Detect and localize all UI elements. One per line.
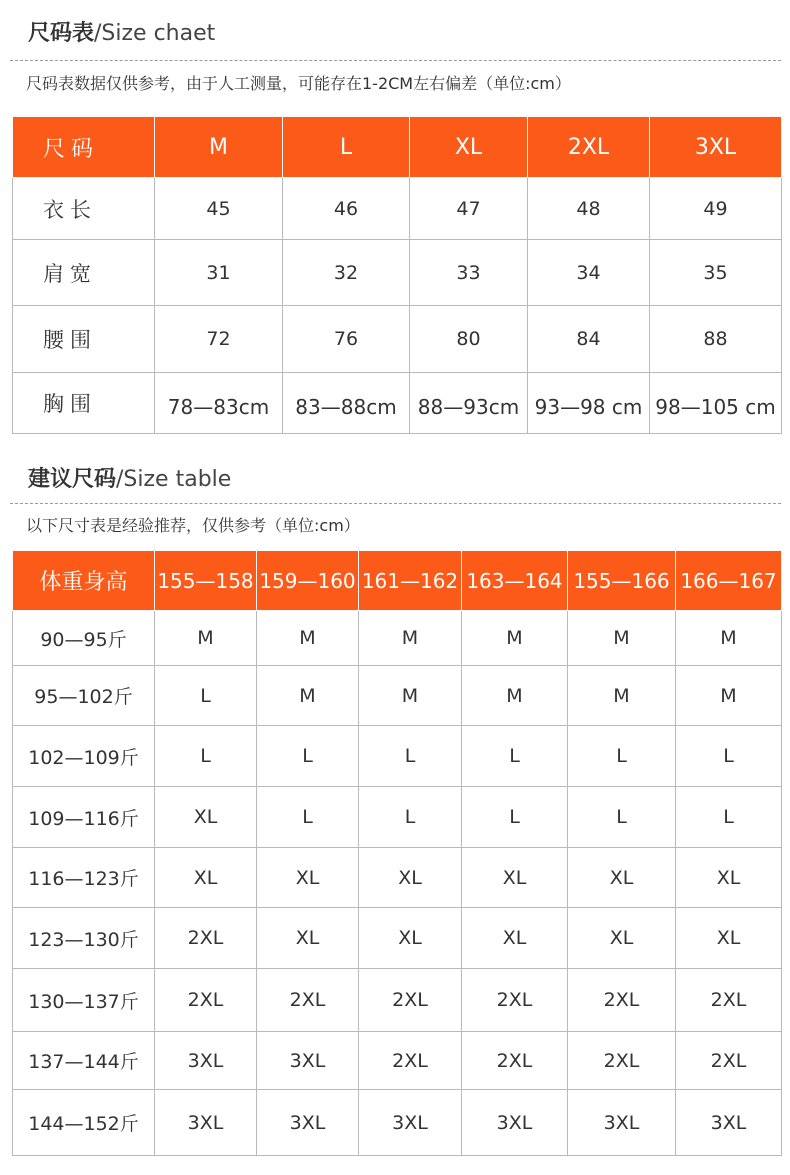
- table-cell: L: [359, 726, 462, 787]
- table-row: [13, 1090, 782, 1156]
- recommend-note: 以下尺寸表是经验推荐，仅供参考（单位:cm）: [26, 516, 360, 535]
- table-cell: 2XL: [568, 1032, 676, 1090]
- table-cell: 2XL: [257, 969, 359, 1032]
- table-row: [13, 787, 782, 848]
- table-cell: L: [359, 787, 462, 848]
- row-label: 144—152斤: [13, 1090, 155, 1156]
- recommend-table: [12, 550, 782, 1156]
- table-cell: 93—98 cm: [528, 373, 650, 434]
- table-cell: XL: [155, 787, 257, 848]
- table-cell: XL: [359, 848, 462, 908]
- header-cell: 161—162: [359, 551, 462, 611]
- table-cell: XL: [462, 848, 568, 908]
- table-cell: 3XL: [257, 1032, 359, 1090]
- table-cell: 2XL: [462, 1032, 568, 1090]
- recommend-title: [28, 462, 231, 493]
- table-cell: 3XL: [676, 1090, 782, 1156]
- table-row: [13, 908, 782, 969]
- header-cell: 体重身高: [13, 551, 155, 611]
- header-cell: 2XL: [528, 117, 650, 178]
- table-cell: 83—88cm: [283, 373, 410, 434]
- row-label: 肩宽: [13, 240, 155, 306]
- table-cell: XL: [462, 908, 568, 969]
- table-cell: 3XL: [568, 1090, 676, 1156]
- row-label: 102—109斤: [13, 726, 155, 787]
- header-cell: 155—166: [568, 551, 676, 611]
- header-cell: M: [155, 117, 283, 178]
- divider: [10, 503, 781, 504]
- divider: [10, 60, 781, 61]
- table-cell: M: [257, 611, 359, 666]
- row-label: 137—144斤: [13, 1032, 155, 1090]
- table-row: [13, 306, 782, 373]
- table-cell: XL: [676, 908, 782, 969]
- header-cell: 3XL: [650, 117, 782, 178]
- table-cell: M: [676, 611, 782, 666]
- table-cell: 48: [528, 178, 650, 240]
- table-cell: XL: [257, 908, 359, 969]
- table-cell: L: [568, 787, 676, 848]
- table-cell: L: [568, 726, 676, 787]
- table-cell: 33: [410, 240, 528, 306]
- table-cell: XL: [257, 848, 359, 908]
- table-cell: M: [462, 666, 568, 726]
- size-chart-note: 尺码表数据仅供参考，由于人工测量，可能存在1-2CM左右偏差（单位:cm）: [26, 74, 571, 93]
- table-header-row: [13, 551, 782, 611]
- row-label: 胸围: [13, 373, 155, 434]
- table-cell: L: [155, 666, 257, 726]
- table-cell: L: [462, 726, 568, 787]
- table-row: [13, 848, 782, 908]
- header-cell: XL: [410, 117, 528, 178]
- table-cell: 76: [283, 306, 410, 373]
- header-cell: 155—158: [155, 551, 257, 611]
- table-cell: XL: [359, 908, 462, 969]
- row-label: 116—123斤: [13, 848, 155, 908]
- table-cell: 84: [528, 306, 650, 373]
- table-cell: 98—105 cm: [650, 373, 782, 434]
- recommend-title-en: /Size table: [116, 467, 232, 492]
- recommend-title-cn: 建议尺码: [28, 467, 117, 492]
- table-cell: XL: [676, 848, 782, 908]
- table-row: [13, 373, 782, 434]
- table-cell: 3XL: [257, 1090, 359, 1156]
- row-label: 95—102斤: [13, 666, 155, 726]
- table-cell: L: [257, 787, 359, 848]
- table-row: [13, 726, 782, 787]
- table-cell: 31: [155, 240, 283, 306]
- header-cell: L: [283, 117, 410, 178]
- table-cell: M: [359, 611, 462, 666]
- table-cell: 2XL: [676, 1032, 782, 1090]
- table-cell: 32: [283, 240, 410, 306]
- table-cell: XL: [568, 848, 676, 908]
- table-row: [13, 611, 782, 666]
- table-cell: 46: [283, 178, 410, 240]
- table-row: [13, 178, 782, 240]
- header-cell: 159—160: [257, 551, 359, 611]
- table-cell: M: [462, 611, 568, 666]
- table-cell: 47: [410, 178, 528, 240]
- table-cell: 34: [528, 240, 650, 306]
- table-cell: 2XL: [359, 1032, 462, 1090]
- row-label: 90—95斤: [13, 611, 155, 666]
- table-cell: L: [155, 726, 257, 787]
- table-row: [13, 1032, 782, 1090]
- table-cell: M: [257, 666, 359, 726]
- table-cell: 78—83cm: [155, 373, 283, 434]
- table-cell: 2XL: [359, 969, 462, 1032]
- table-cell: XL: [568, 908, 676, 969]
- table-cell: L: [257, 726, 359, 787]
- row-label: 衣长: [13, 178, 155, 240]
- table-cell: M: [676, 666, 782, 726]
- table-cell: 3XL: [359, 1090, 462, 1156]
- row-label: 腰围: [13, 306, 155, 373]
- table-cell: 2XL: [462, 969, 568, 1032]
- table-cell: 3XL: [155, 1032, 257, 1090]
- table-cell: 2XL: [568, 969, 676, 1032]
- table-cell: 49: [650, 178, 782, 240]
- table-cell: 3XL: [155, 1090, 257, 1156]
- size-chart-title-cn: 尺码表: [28, 21, 95, 46]
- table-cell: M: [568, 666, 676, 726]
- table-cell: L: [462, 787, 568, 848]
- header-cell: 163—164: [462, 551, 568, 611]
- table-cell: XL: [155, 848, 257, 908]
- row-label: 123—130斤: [13, 908, 155, 969]
- table-cell: L: [676, 787, 782, 848]
- table-cell: 2XL: [155, 969, 257, 1032]
- table-cell: M: [155, 611, 257, 666]
- size-chart-title: [28, 16, 215, 47]
- table-cell: 2XL: [676, 969, 782, 1032]
- table-cell: L: [676, 726, 782, 787]
- table-cell: 72: [155, 306, 283, 373]
- header-cell: 尺码: [13, 117, 155, 178]
- table-row: [13, 969, 782, 1032]
- table-cell: 88: [650, 306, 782, 373]
- header-cell: 166—167: [676, 551, 782, 611]
- table-cell: 2XL: [155, 908, 257, 969]
- row-label: 109—116斤: [13, 787, 155, 848]
- table-cell: 3XL: [462, 1090, 568, 1156]
- table-header-row: [13, 117, 782, 178]
- table-cell: M: [359, 666, 462, 726]
- size-chart-title-en: /Size chaet: [94, 21, 216, 46]
- table-row: [13, 240, 782, 306]
- row-label: 130—137斤: [13, 969, 155, 1032]
- table-cell: 88—93cm: [410, 373, 528, 434]
- size-chart-table: [12, 116, 782, 434]
- table-row: [13, 666, 782, 726]
- table-cell: 35: [650, 240, 782, 306]
- table-cell: M: [568, 611, 676, 666]
- table-cell: 80: [410, 306, 528, 373]
- table-cell: 45: [155, 178, 283, 240]
